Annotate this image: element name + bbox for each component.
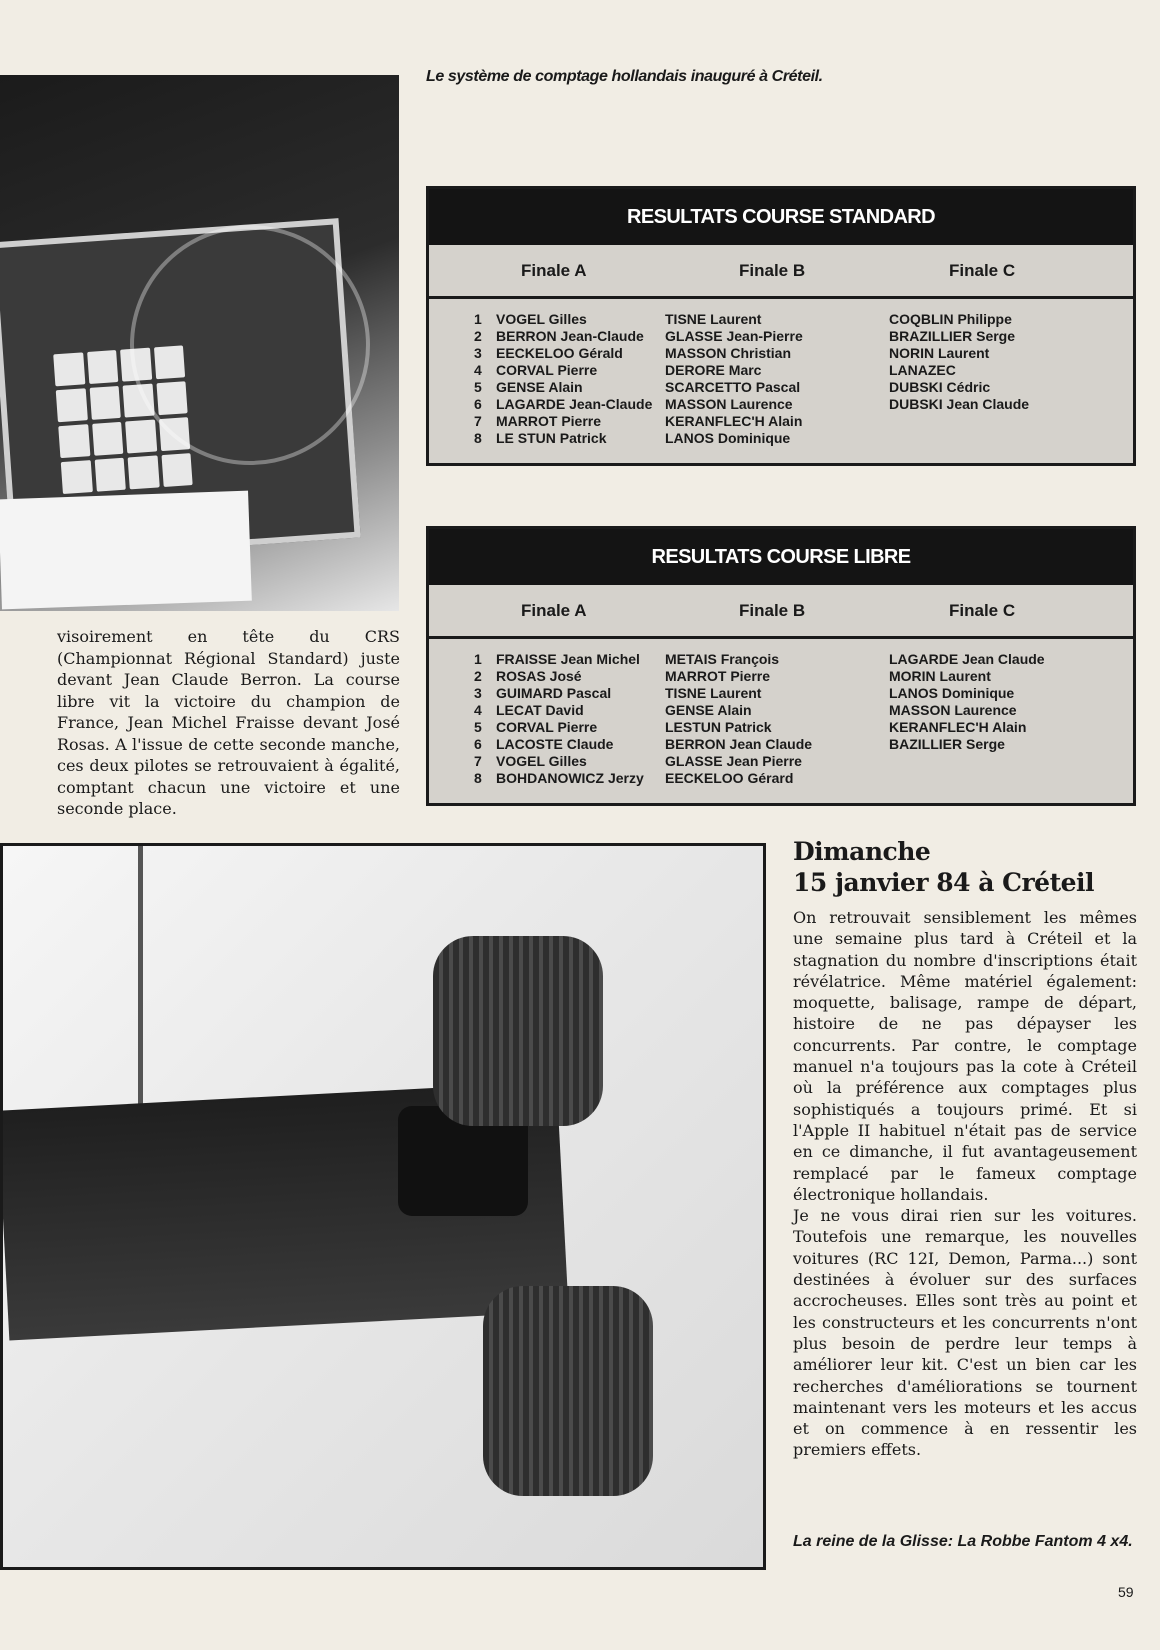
rank-number: 6 [474, 736, 482, 752]
pilot-name: MARROT Pierre [496, 413, 602, 429]
pilot-name: LECAT David [496, 702, 584, 718]
result-row [474, 685, 665, 702]
watermark-seal [130, 225, 370, 465]
pilot-name: CORVAL Pierre [496, 362, 598, 378]
pilot-name: LE STUN Patrick [496, 430, 607, 446]
pilot-name: TISNE Laurent [665, 685, 762, 701]
pilot-name: MORIN Laurent [889, 668, 991, 684]
pilot-name: LESTUN Patrick [665, 719, 772, 735]
results-standard-table [426, 186, 1136, 466]
heading-line-2: 15 janvier 84 à Créteil [793, 868, 1095, 897]
head-finale-a: Finale A [521, 600, 587, 620]
pilot-name: KERANFLEC'H Alain [665, 413, 803, 429]
pilot-name: VOGEL Gilles [496, 311, 587, 327]
pilot-name: BOHDANOWICZ Jerzy [496, 770, 644, 786]
results-standard-heads [429, 245, 1133, 299]
rank-number: 5 [474, 719, 482, 735]
result-row [474, 770, 665, 787]
pilot-name: NORIN Laurent [889, 345, 990, 361]
standard-finale-b-list [665, 311, 889, 447]
pilot-name: SCARCETTO Pascal [665, 379, 801, 395]
pilot-name: VOGEL Gilles [496, 753, 587, 769]
article-text-right [793, 907, 1137, 1461]
pilot-name: ROSAS José [496, 668, 582, 684]
result-row [474, 345, 665, 362]
photo-caption-bottom: La reine de la Glisse: La Robbe Fantom 4 x4. [793, 1533, 1133, 1550]
pilot-name: BAZILLIER Serge [889, 736, 1005, 752]
rank-number: 8 [474, 430, 482, 446]
pilot-name: LACOSTE Claude [496, 736, 614, 752]
rc-car-photo [0, 843, 766, 1570]
pilot-name: GENSE Alain [496, 379, 583, 395]
pilot-name: DUBSKI Cédric [889, 379, 991, 395]
rank-number: 2 [474, 668, 482, 684]
pilot-name: GUIMARD Pascal [496, 685, 612, 701]
car-tyre-front [433, 936, 603, 1126]
rank-number: 4 [474, 702, 482, 718]
pilot-name: BERRON Jean Claude [665, 736, 813, 752]
pilot-name: EECKELOO Gérald [496, 345, 623, 361]
car-tyre-rear [483, 1286, 653, 1496]
paragraph-1: On retrouvait sensiblement les mêmes une semaine plus tard à Créteil et la stagnation du nombre d'inscriptions était révélatrice. Même matériel également: moquette, balisage, rampe de départ, histoire de ne pas dépayser les concurrents. Par contre, le comptage manuel n'a toujours pas la cote à Créteil où la préférence aux comptages plus sophistiqués a toujours primé. Et si l'Apple II habituel n'était pas de service en ce dimanche, il fut avantageusement remplacé par le fameux comptage électronique hollandais. [793, 908, 1137, 1204]
result-row [474, 362, 665, 379]
standard-finale-a-list [429, 311, 665, 447]
paper-sheet [0, 491, 252, 610]
libre-finale-b-list [665, 651, 889, 787]
pilot-name: FRAISSE Jean Michel [496, 651, 640, 667]
photo-caption-top: Le système de comptage hollandais inauguré à Créteil. [426, 68, 823, 85]
rank-number: 5 [474, 379, 482, 395]
pilot-name: LANOS Dominique [889, 685, 1015, 701]
pilot-name: MASSON Laurence [889, 702, 1017, 718]
result-row [474, 736, 665, 753]
pilot-name: MASSON Christian [665, 345, 792, 361]
pilot-name: TISNE Laurent [665, 311, 762, 327]
libre-finale-a-list [429, 651, 665, 787]
pilot-name: COQBLIN Philippe [889, 311, 1012, 327]
result-row [474, 430, 665, 447]
pilot-name: GENSE Alain [665, 702, 752, 718]
head-finale-a: Finale A [521, 260, 587, 280]
result-row [474, 719, 665, 736]
rank-number: 7 [474, 753, 482, 769]
article-text-left: visoirement en tête du CRS (Championnat Régional Standard) juste devant Jean Claude Berron. La course libre vit la victoire du champion de France, Jean Michel Fraisse devant José Rosas. A l'issue de cette seconde manche, ces deux pilotes se retrouvaient à égalité, comptant chacun une victoire et une seconde place. [57, 627, 400, 818]
results-libre-table [426, 526, 1136, 806]
rank-number: 8 [474, 770, 482, 786]
page-number: 59 [1118, 1584, 1134, 1600]
paragraph-2: Je ne vous dirai rien sur les voitures. Toutefois une remarque, les nouvelles voitures (RC 12I, Demon, Parma...) sont destinées à évoluer sur des surfaces accrocheuses. Elles sont très au point et les constructeurs et les concurrents n'ont plus besoin de perdre leur temps à améliorer leur kit. C'est un bien car les recherches d'améliorations se tournent maintenant vers les moteurs et les accus et on commence à en ressentir les premiers effets. [793, 1206, 1137, 1460]
rank-number: 2 [474, 328, 482, 344]
pilot-name: LAGARDE Jean Claude [889, 651, 1045, 667]
rank-number: 4 [474, 362, 482, 378]
rank-number: 3 [474, 345, 482, 361]
pilot-name: MASSON Laurence [665, 396, 793, 412]
result-row [474, 396, 665, 413]
section-heading [793, 836, 1143, 898]
result-row [474, 753, 665, 770]
result-row [474, 328, 665, 345]
result-row [474, 379, 665, 396]
head-finale-b: Finale B [739, 600, 806, 620]
heading-line-1: Dimanche [793, 837, 931, 866]
rank-number: 1 [474, 651, 482, 667]
head-finale-b: Finale B [739, 260, 806, 280]
pilot-name: LANOS Dominique [665, 430, 791, 446]
pilot-name: GLASSE Jean Pierre [665, 753, 802, 769]
libre-finale-c-list [889, 651, 1133, 787]
result-row [474, 651, 665, 668]
pilot-name: DERORE Marc [665, 362, 762, 378]
results-standard-rows [429, 299, 1133, 463]
rank-number: 7 [474, 413, 482, 429]
results-standard-title: RESULTATS COURSE STANDARD [429, 189, 1133, 245]
pilot-name: CORVAL Pierre [496, 719, 598, 735]
rank-number: 6 [474, 396, 482, 412]
head-finale-c: Finale C [949, 600, 1016, 620]
pilot-name: GLASSE Jean-Pierre [665, 328, 803, 344]
pilot-name: DUBSKI Jean Claude [889, 396, 1030, 412]
result-row [474, 702, 665, 719]
pilot-name: BERRON Jean-Claude [496, 328, 644, 344]
results-libre-rows [429, 639, 1133, 803]
result-row [474, 413, 665, 430]
pilot-name: KERANFLEC'H Alain [889, 719, 1027, 735]
pilot-name: LAGARDE Jean-Claude [496, 396, 653, 412]
timing-system-photo [0, 75, 399, 611]
pilot-name: BRAZILLIER Serge [889, 328, 1016, 344]
pilot-name: LANAZEC [889, 362, 956, 378]
pilot-name: MARROT Pierre [665, 668, 771, 684]
rank-number: 3 [474, 685, 482, 701]
pilot-name: METAIS François [665, 651, 780, 667]
standard-finale-c-list [889, 311, 1133, 447]
result-row [474, 668, 665, 685]
rank-number: 1 [474, 311, 482, 327]
head-finale-c: Finale C [949, 260, 1016, 280]
results-libre-heads [429, 585, 1133, 639]
results-libre-title: RESULTATS COURSE LIBRE [429, 529, 1133, 585]
result-row [474, 311, 665, 328]
pilot-name: EECKELOO Gérard [665, 770, 794, 786]
